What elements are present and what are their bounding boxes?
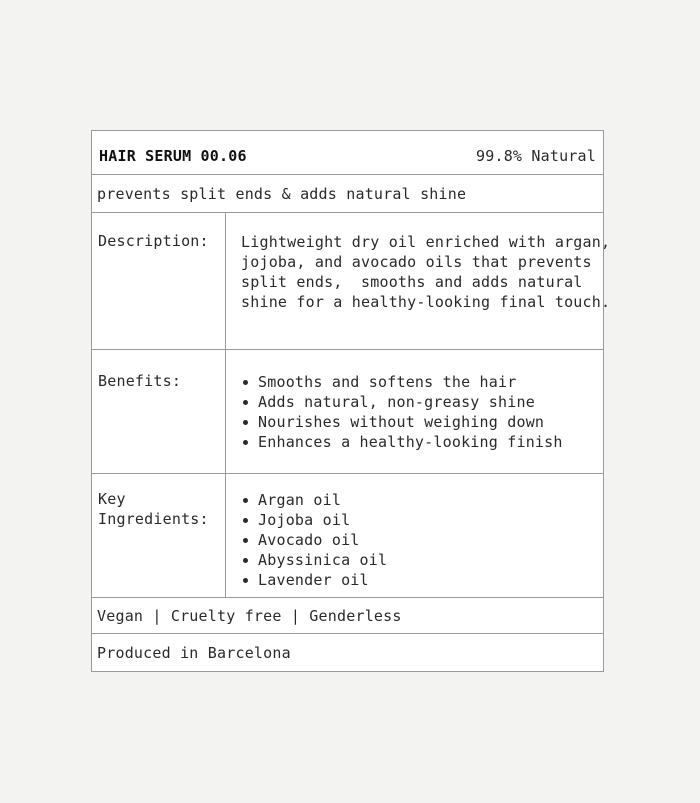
ingredient-item: Lavender oil <box>241 570 387 590</box>
description-line: Lightweight dry oil enriched with argan, <box>241 233 611 251</box>
ingredients-row <box>92 474 603 598</box>
benefits-list <box>241 372 563 452</box>
tagline-row <box>92 175 603 213</box>
description-label: Description: <box>98 232 209 250</box>
ingredients-label: Ingredients: <box>98 510 209 528</box>
benefit-item: Adds natural, non-greasy shine <box>241 392 563 412</box>
ingredient-item: Avocado oil <box>241 530 387 550</box>
label-header-row <box>92 131 603 175</box>
tagline: prevents split ends & adds natural shine <box>97 185 467 203</box>
origin-text: Produced in Barcelona <box>97 644 291 662</box>
ingredients-list <box>241 490 387 590</box>
description-row <box>92 213 611 350</box>
benefit-item: Enhances a healthy-looking finish <box>241 432 563 452</box>
product-attributes: Vegan | Cruelty free | Genderless <box>97 607 402 625</box>
attributes-row <box>92 598 603 634</box>
benefits-row <box>92 350 603 474</box>
column-divider <box>225 213 226 349</box>
ingredient-item: Abyssinica oil <box>241 550 387 570</box>
description-line: shine for a healthy-looking final touch. <box>241 293 611 311</box>
product-name: HAIR SERUM 00.06 <box>99 147 247 165</box>
benefit-item: Nourishes without weighing down <box>241 412 563 432</box>
ingredient-item: Argan oil <box>241 490 387 510</box>
column-divider <box>225 474 226 597</box>
benefits-label: Benefits: <box>98 372 182 390</box>
description-line: split ends, smooths and adds natural <box>241 273 583 291</box>
ingredient-item: Jojoba oil <box>241 510 387 530</box>
origin-row <box>92 634 603 673</box>
ingredients-label-key: Key <box>98 490 126 508</box>
natural-percent: 99.8% Natural <box>476 147 596 165</box>
benefit-item: Smooths and softens the hair <box>241 372 563 392</box>
column-divider <box>225 350 226 473</box>
product-label <box>91 130 611 672</box>
description-line: jojoba, and avocado oils that prevents <box>241 253 592 271</box>
